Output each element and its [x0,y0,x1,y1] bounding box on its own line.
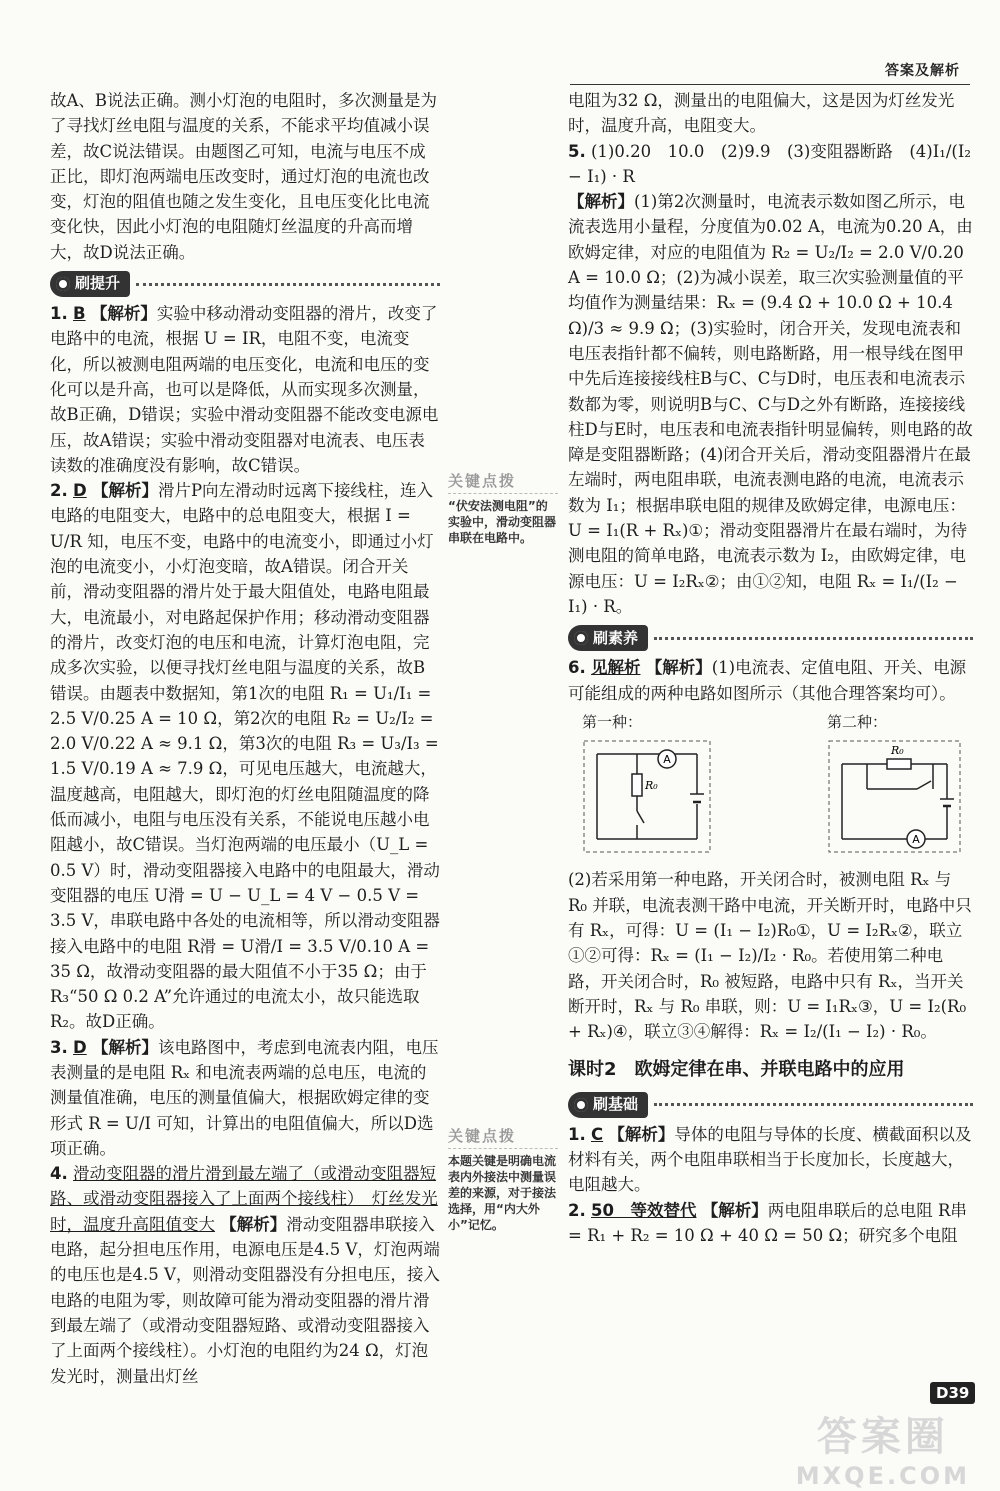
section-divider [136,283,440,286]
question-number: 2. [568,1200,586,1220]
section-title: 刷基础 [593,1095,639,1114]
question-6 [568,655,973,706]
lesson-title: 课时2 欧姆定律在串、并联电路中的应用 [568,1058,905,1080]
question-number: 1. [568,1124,586,1144]
analysis-tag: 【解析】 [645,658,712,678]
question-3 [50,1035,440,1161]
page-header: 答案及解析 [885,63,960,79]
question-number: 2. [50,481,68,501]
analysis-tag: 【解析】 [608,1124,675,1144]
question-number: 3. [50,1037,68,1057]
intro-paragraph: 故A、B说法正确。测小灯泡的电阻时，多次测量是为了寻找灯丝电阻与温度的关系，不能求平均值减小误差，故C说法错误。由题图乙可知，电流与电压不成正比，即灯泡两端电压改变时，通过灯泡的电流也改变，灯泡的阻值也随之发生变化，且电压变化比电流变化快，因此小灯泡的电阻随灯丝温度的升高而增大，故D说法正确。 [50,91,438,262]
answer: D [73,481,87,501]
section-shuasuyang [568,625,973,651]
analysis-text: (1)第2次测量时，电流表示数如图乙所示，电流表选用小量程，分度值为0.02 A，电流为0.20 A，由欧姆定律，对应的电阻值为 R₂ = U₂/I₂ = 2.0 V/0.20 A = 10.0 Ω；(2)为减小误差，取三次实验测量值的平均值作为测量结果：Rₓ = (9.4 Ω + 10.0 Ω + 10.4 Ω)/3 ≈ 9.9 Ω；(3)实验时，闭合开关，发现电流表和电压表指针都不偏转，则电路断路，用一根导线在图甲中先后连接接线柱B与C、C与D时，电压表和电流表示数都为零，则说明B与C、C与D之外有断路，连接接线柱D与E时，电压表和电流表指针明显偏转，则电路的故障是变阻器断路；(4)闭合开关后，滑动变阻器滑片在最左端时，两电阻串联，电流表测电路的电流，电流表示数为 I₁；根据串联电阻的规律及欧姆定律，电源电压：U = I₁(R + Rₓ)①；滑动变阻器滑片在最右端时，为待测电阻的简单电路，电流表示数为 I₂，由欧姆定律，电源电压：U = I₂Rₓ②；由①②知，电阻 Rₓ = I₁/(I₂ − I₁) · R。 [568,192,973,616]
left-column [50,88,440,1389]
pen-icon [56,277,70,291]
answer: B [73,304,86,324]
circuit-2 [827,710,962,862]
answer: C [591,1124,604,1144]
circuit-1 [582,710,712,862]
analysis-text: 该电路图中，考虑到电流表内阻，电压表测量的是电阻 Rₓ 和电流表两端的总电压，电流的测量值准确，电压的测量值偏大，根据欧姆定律的变形式 R = U/I 可知，计算出的电阻值偏大，所以D选项正确。 [50,1037,439,1158]
question-1 [50,301,440,478]
ammeter-label: A [663,753,671,767]
key-tip-note-1 [448,470,558,546]
answer: 滑动变阻器的滑片滑到最左端了（或滑动变阻器短路、或滑动变阻器接入了上面两个接线柱） 灯丝发光时，温度升高阻值变大 [50,1164,438,1234]
circuit-label: 第一种： [582,712,643,731]
key-tip-note-2 [448,1125,558,1233]
note-body: 本题关键是明确电流表内外接法中测量误差的来源，对于接法选择，用“内大外小”记忆。 [448,1154,557,1232]
watermark [796,1405,970,1490]
circuit-1-diagram [582,739,712,854]
ammeter-label: A [912,833,920,847]
analysis-tag: 【解析】 [220,1214,287,1234]
answer: D [73,1037,87,1057]
question-number: 1. [50,304,68,324]
question-6-part-2: (2)若采用第一种电路，开关闭合时，被测电阻 Rₓ 与 R₀ 并联，电流表测干路中电流，开关断开时，电路中只有 Rₓ，可得：U = (I₁ − I₂)R₀①，U = I₂Rₓ②，联立①②可得：Rₓ = (I₁ − I₂)/I₂ · R₀。若使用第二种电路，开关闭合时，R₀ 被短路，电路中只有 Rₓ，当开关断开时，Rₓ 与 R₀ 串联，则：U = I₁Rₓ③，U = I₂(R₀ + Rₓ)④，联立③④解得：Rₓ = I₂/(I₁ − I₂) · R₀。 [568,870,972,1042]
question-5 [568,139,973,620]
answer: 见解析 [591,658,641,678]
section-badge [50,271,130,297]
question-number: 5. [568,141,586,161]
question-4 [50,1161,440,1389]
question-number: 6. [568,658,586,678]
analysis-text: 导体的电阻与导体的长度、横截面积以及材料有关，两个电阻串联相当于长度加长，长度越大，电阻越大。 [568,1124,972,1195]
pen-icon [574,1098,588,1112]
right-column [568,88,973,1248]
page-number: D39 [930,1382,975,1404]
analysis-tag: 【解析】 [90,304,157,324]
analysis-text: 两电阻串联后的总电阻 R串 = R₁ + R₂ = 10 Ω + 40 Ω = 50 Ω；研究多个电阻 [568,1200,967,1245]
section-divider [654,1103,973,1106]
watermark-sub: MXQE.COM [795,1462,970,1490]
analysis-tag: 【解析】 [91,1037,158,1057]
answer: 50 等效替代 [591,1200,697,1220]
analysis-tag: 【解析】 [568,192,634,212]
watermark-main: 答案圈 [816,1414,949,1460]
note-title: 关键点拨 [448,470,558,494]
section-title: 刷提升 [75,274,121,293]
section-shuatisheng [50,271,440,297]
analysis-text: 实验中移动滑动变阻器的滑片，改变了电路中的电流，根据 U = IR，电阻不变，电流变化，所以被测电阻两端的电压变化，电流和电压的变化可以是升高，也可以是降低，从而实现多次测量，故B正确，D错误；实验中滑动变阻器不能改变电源电压，故A错误；实验中滑动变阻器对电流表、电压表读数的准确度没有影响，故C错误。 [50,304,439,475]
section-title: 刷素养 [593,628,639,647]
note-title: 关键点拨 [448,1125,558,1149]
analysis-text: 滑片P向左滑动时远离下接线柱，连入电路的电阻变大，电路中的总电阻变大，根据 I = U/R 知，电压不变，电路中的电流变小，即通过小灯泡的电流变小，小灯泡变暗，故A错误。闭合开关前，滑动变阻器的滑片处于最大阻值处，电路电阻最大，电流最小，对电路起保护作用；移动滑动变阻器的滑片，改变灯泡的电压和电流，计算灯泡电阻，完成多次实验，以便寻找灯丝电阻与温度的关系，故B错误。由题表中数据知，第1次的电阻 R₁ = U₁/I₁ = 2.5 V/0.25 A = 10 Ω，第2次的电阻 R₂ = U₂/I₂ = 2.0 V/0.22 A ≈ 9.1 Ω，第3次的电阻 R₃ = U₃/I₃ = 1.5 V/0.19 A ≈ 7.9 Ω，可见电压越大，电流越大，温度越高，电阻越大，即灯泡的灯丝电阻随温度的降低而减小，电阻与电压没有关系，不能说电压越小电阻越小，故C错误。当灯泡两端的电压最小（U_L = 0.5 V）时，滑动变阻器接入电路中的电阻最大，滑动变阻器的电压 U滑 = U − U_L = 4 V − 0.5 V = 3.5 V，串联电路中各处的电流相等，所以滑动变阻器接入电路中的电阻 R滑 = U滑/I = 3.5 V/0.10 A = 35 Ω，故滑动变阻器的最大阻值不小于35 Ω；由于 R₃“50 Ω 0.2 A”允许通过的电流太小，故只能选取 R₂。故D正确。 [50,481,440,1032]
basic-question-1 [568,1122,973,1198]
pen-icon [574,631,588,645]
section-badge [568,625,648,651]
resistor-label: R₀ [645,779,658,793]
question-2 [50,478,440,1035]
resistor-label: R₀ [891,744,904,758]
note-body: “伏安法测电阻”的实验中，滑动变阻器串联在电路中。 [448,499,557,545]
continued-paragraph: 电阻为32 Ω，测量出的电阻偏大，这是因为灯丝发光时，温度升高，电阻变大。 [568,91,955,136]
circuit-label: 第二种： [827,712,888,731]
basic-question-2 [568,1198,973,1249]
question-number: 4. [50,1164,68,1184]
analysis-tag: 【解析】 [701,1200,768,1220]
header-rule [570,84,970,85]
analysis-text: (1)电流表、定值电阻、开关、电源可能组成的两种电路如图所示（其他合理答案均可）。 [568,658,967,703]
section-shuajichu [568,1092,973,1118]
section-divider [654,637,973,640]
analysis-tag: 【解析】 [91,481,158,501]
answer: (1)0.20 10.0 (2)9.9 (3)变阻器断路 (4)I₁/(I₂ − I₁) · R [568,141,971,186]
circuit-2-diagram [827,739,962,854]
circuit-diagrams [582,710,962,862]
analysis-text: 滑动变阻器串联接入电路，起分担电压作用，电源电压是4.5 V，灯泡两端的电压也是4.5 V，则滑动变阻器没有分担电压，接入电路的电阻为零，则故障可能为滑动变阻器的滑片滑到最左端了（或滑动变阻器短路、或滑动变阻器接入了上面两个接线柱）。小灯泡的电阻约为24 Ω，灯泡发光时，测量出灯丝 [50,1214,440,1386]
section-badge [568,1092,648,1118]
